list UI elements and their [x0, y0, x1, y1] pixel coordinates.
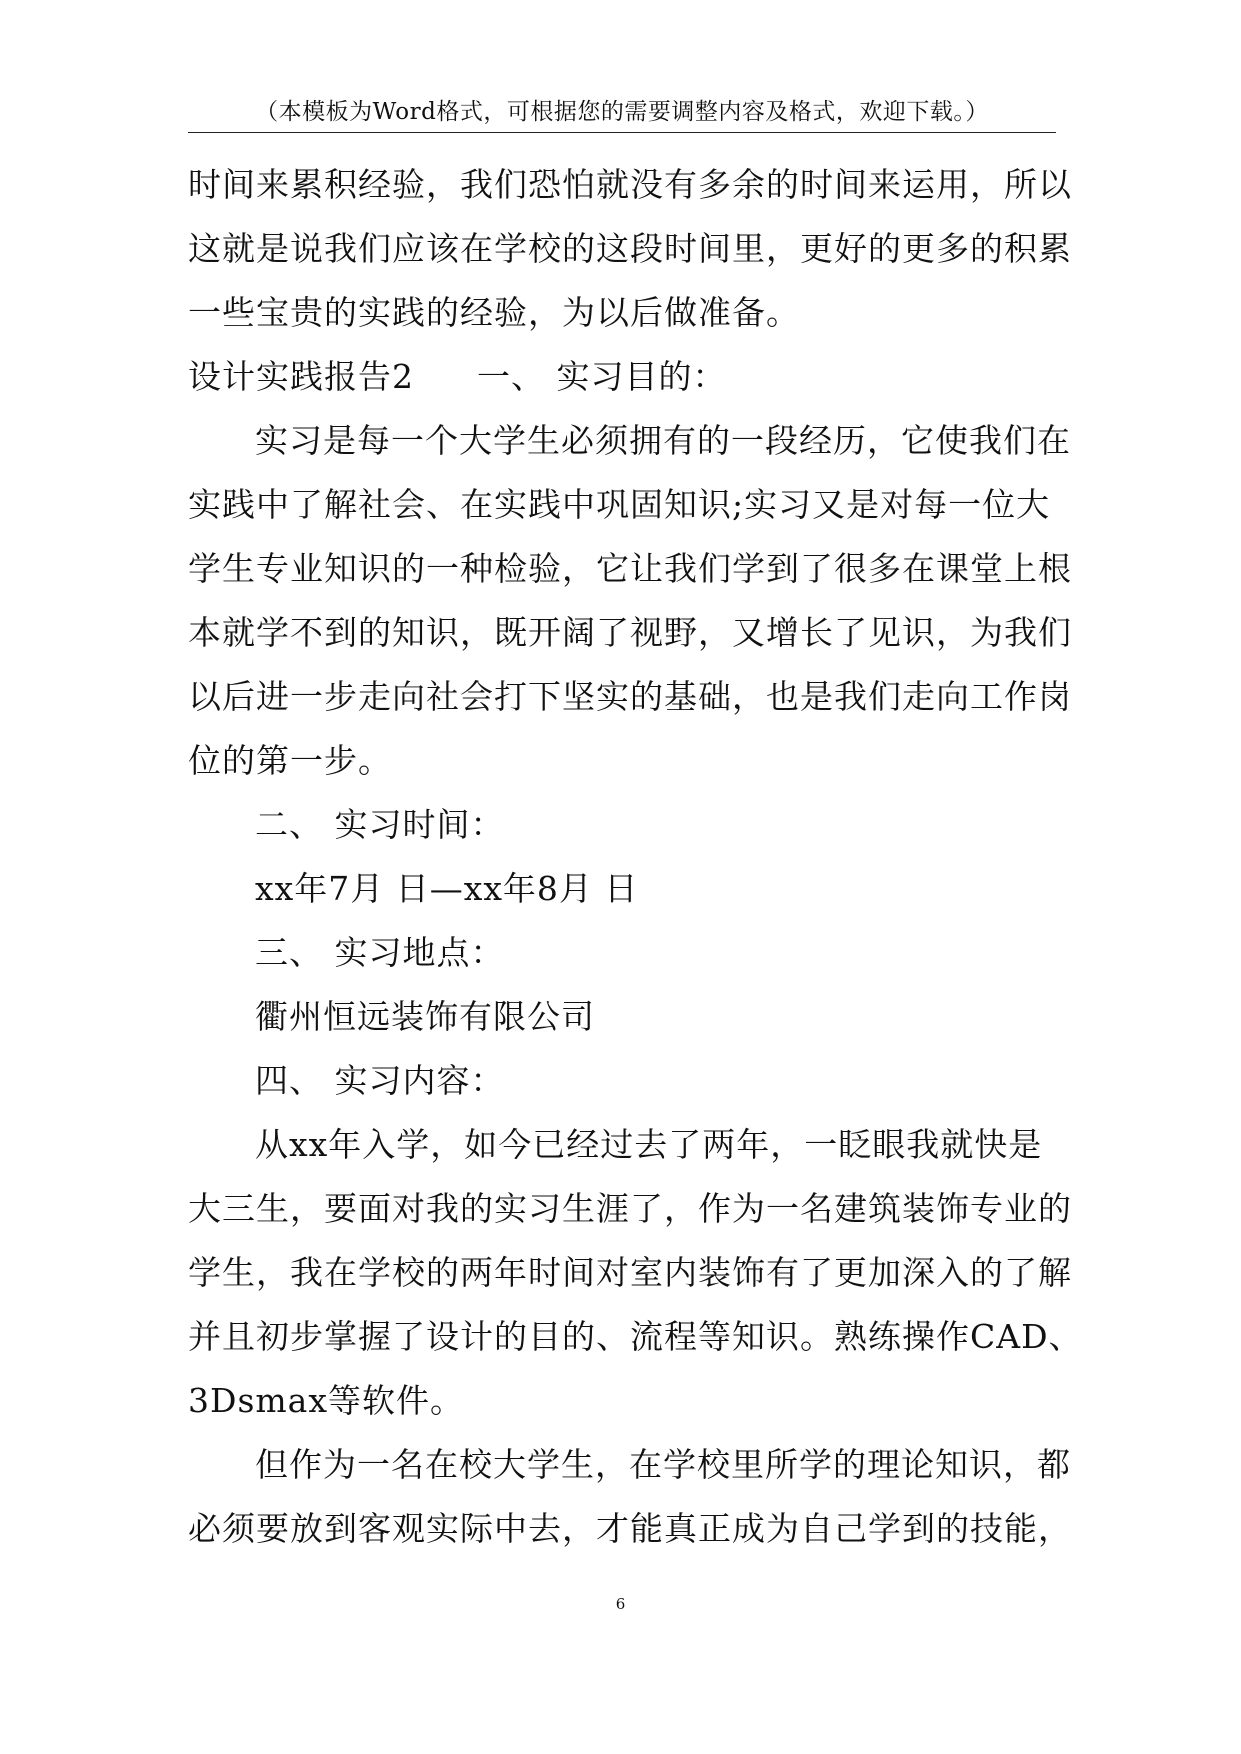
section-heading-time: 二、 实习时间： [255, 805, 505, 844]
report-title: 设计实践报告2 [188, 357, 414, 396]
paragraph-line: 学生专业知识的一种检验，它让我们学到了很多在课堂上根 [188, 549, 1072, 588]
header-note: （本模板为Word格式，可根据您的需要调整内容及格式，欢迎下载。） [255, 99, 989, 125]
paragraph-line: 以后进一步走向社会打下坚实的基础，也是我们走向工作岗 [188, 677, 1072, 716]
paragraph-line: 并且初步掌握了设计的目的、流程等知识。熟练操作CAD、 [188, 1317, 1083, 1356]
paragraph-line: 3Dsmax等软件。 [188, 1381, 464, 1420]
internship-dates: xx年7月 日—xx年8月 日 [255, 869, 639, 908]
internship-company: 衢州恒远装饰有限公司 [255, 997, 595, 1036]
paragraph-line: 本就学不到的知识，既开阔了视野，又增长了见识，为我们 [188, 613, 1072, 652]
header-divider [188, 132, 1056, 133]
paragraph-line: 从xx年入学，如今已经过去了两年，一眨眼我就快是 [255, 1125, 1043, 1164]
body-line: 一些宝贵的实践的经验，为以后做准备。 [188, 293, 800, 332]
paragraph-line: 必须要放到客观实际中去，才能真正成为自己学到的技能， [188, 1509, 1072, 1548]
paragraph-line: 实践中了解社会、在实践中巩固知识;实习又是对每一位大 [188, 485, 1051, 524]
paragraph-line: 学生，我在学校的两年时间对室内装饰有了更加深入的了解 [188, 1253, 1072, 1292]
section-heading-location: 三、 实习地点： [255, 933, 505, 972]
document-body [188, 153, 1083, 1561]
paragraph-line: 但作为一名在校大学生，在学校里所学的理论知识，都 [255, 1445, 1071, 1484]
paragraph-line: 位的第一步。 [188, 741, 392, 780]
paragraph-line: 实习是每一个大学生必须拥有的一段经历，它使我们在 [255, 421, 1071, 460]
page-number: 6 [615, 1595, 626, 1613]
report-title-line [188, 345, 1056, 409]
section-heading-content: 四、 实习内容： [255, 1061, 505, 1100]
section-heading-objective: 一、 实习目的： [477, 357, 727, 396]
body-line: 时间来累积经验，我们恐怕就没有多余的时间来运用，所以 [188, 165, 1072, 204]
body-line: 这就是说我们应该在学校的这段时间里，更好的更多的积累 [188, 229, 1072, 268]
paragraph-line: 大三生，要面对我的实习生涯了，作为一名建筑装饰专业的 [188, 1189, 1072, 1228]
